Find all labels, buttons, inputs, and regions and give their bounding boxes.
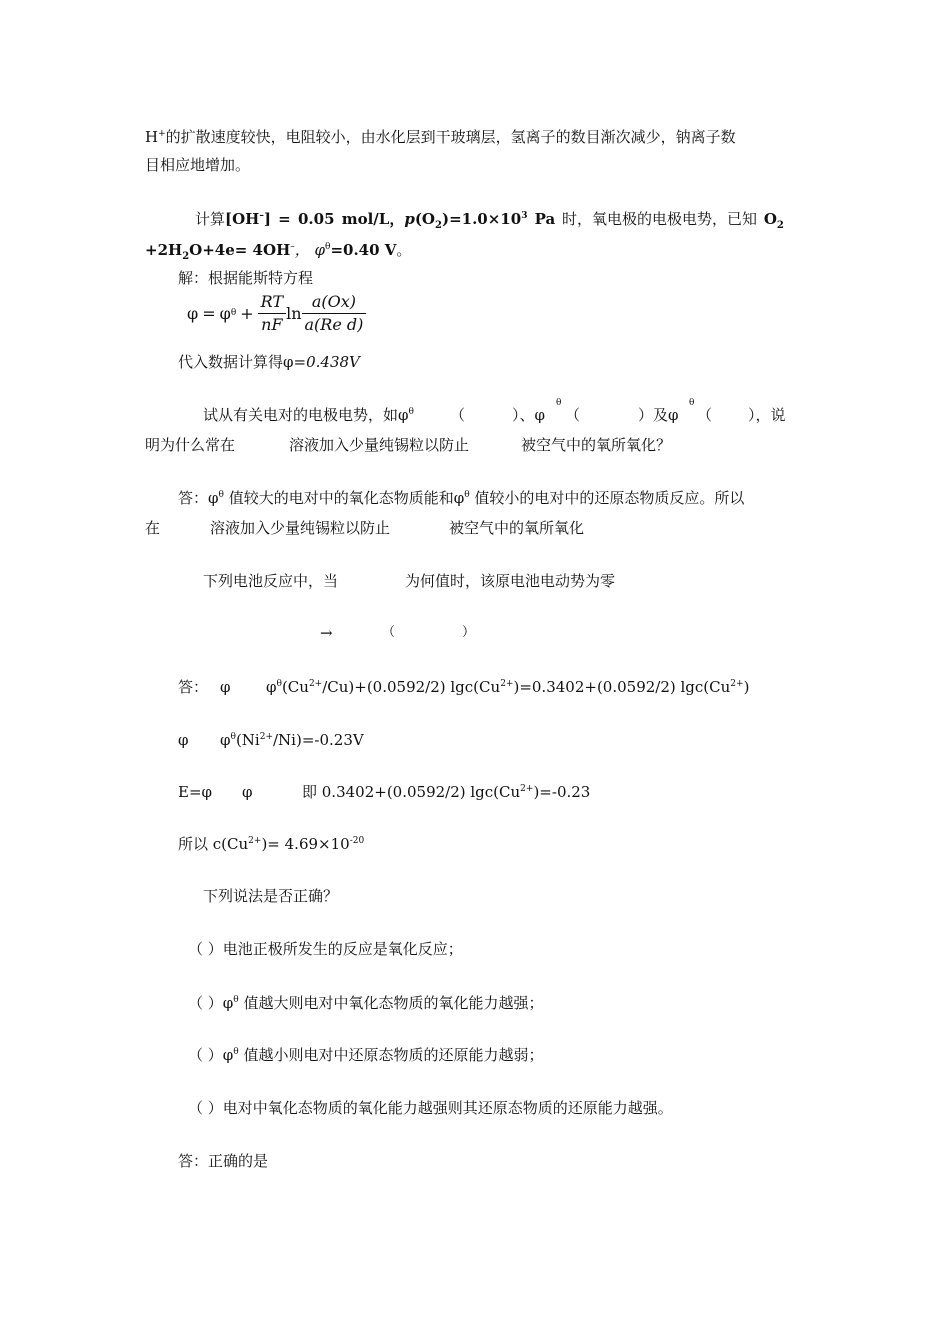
text: （	[697, 406, 713, 424]
text: （ ）电池正极所发生的反应是氧化反应；	[188, 940, 463, 958]
question-line	[195, 209, 784, 229]
superscript: 2+	[248, 836, 262, 846]
text: (Cu	[281, 678, 309, 696]
nernst-equation: φ = φ θ + $\frac{RT}{nF}$ ln $\frac{a(Ox)}{\text{a(Re d)}}$	[187, 288, 366, 338]
text: )	[743, 678, 750, 696]
subscript: 2	[182, 251, 190, 262]
text: ] = 0.05 mol/L，	[263, 210, 405, 228]
text-line	[145, 127, 736, 147]
text: 为何值时，该原电池电动势为零	[405, 572, 616, 590]
text: 。	[396, 241, 412, 259]
superscript: -20	[349, 836, 365, 846]
text: （ ）φ	[188, 1046, 234, 1064]
answer-line	[178, 782, 678, 802]
text: (Ni	[235, 731, 260, 749]
fraction	[258, 291, 286, 336]
text: /Cu)+(0.0592/2) lgc(Cu	[322, 678, 501, 696]
answer-line	[178, 488, 744, 508]
solution-result	[178, 352, 360, 372]
text: φ	[220, 678, 231, 696]
text: )=1.0×10	[441, 210, 522, 228]
superscript: θ	[233, 995, 239, 1005]
reaction-line	[320, 623, 520, 643]
text: 下列说法是否正确？	[203, 887, 339, 905]
answer-line	[178, 834, 364, 854]
text: E=φ	[178, 783, 213, 801]
text: 即 0.3402+(0.0592/2) lgc(Cu	[302, 783, 521, 801]
text: （	[382, 625, 396, 640]
text: φ	[266, 678, 277, 696]
superscript: 2+	[730, 679, 744, 689]
text: O+4e= 4OH	[189, 241, 291, 259]
math-symbol: φ	[219, 303, 231, 323]
superscript: θ	[408, 407, 414, 417]
question-line	[145, 435, 745, 455]
math-symbol: +	[240, 303, 254, 323]
superscript: θ	[230, 732, 236, 742]
text: )=-0.23	[533, 783, 591, 801]
math-symbol: ln	[286, 303, 302, 323]
superscript: θ	[325, 242, 331, 252]
question-intro	[203, 886, 338, 906]
text: /Ni)=-0.23V	[273, 731, 364, 749]
text: [OH	[225, 210, 260, 228]
text: 被空气中的氧所氧化	[449, 519, 585, 537]
text: =0.438V	[293, 353, 360, 371]
text: 答：φ	[178, 489, 219, 507]
text: 值越小则电对中还原态物质的还原能力越弱；	[238, 1046, 544, 1064]
list-item	[188, 1045, 543, 1065]
text: 被空气中的氧所氧化？	[521, 436, 672, 454]
superscript: 2+	[308, 679, 323, 689]
text: 解：根据能斯特方程	[178, 269, 314, 287]
text: 的扩散速度较快，电阻较小，由水化层到干玻璃层，氢离子的数目渐次减少，钠离子数	[165, 128, 736, 146]
text: 溶液加入少量纯锡粒以防止	[210, 519, 391, 537]
text: H	[145, 128, 159, 146]
math-symbol: =	[202, 303, 216, 323]
text: 所以 c(Cu	[178, 835, 249, 853]
math-symbol: φ	[187, 303, 199, 323]
text: φ	[242, 783, 253, 801]
answer-line	[178, 730, 578, 750]
text: Pa	[527, 210, 556, 228]
question-line	[145, 240, 411, 260]
text: 值较大的电对中的氧化态物质能和φ	[223, 489, 465, 507]
text: O	[763, 210, 777, 228]
superscript: θ	[464, 490, 470, 500]
numerator: RT	[258, 291, 286, 314]
text: (O	[414, 210, 435, 228]
text: 时，氧电极的电极电势，已知	[555, 210, 764, 228]
text: 计算	[195, 210, 226, 228]
superscript: θ	[233, 1047, 239, 1057]
numerator: a(Ox)	[302, 291, 367, 314]
superscript: 2+	[520, 784, 534, 794]
superscript: θ	[218, 490, 224, 500]
answer-line	[178, 677, 778, 697]
text: 代入数据计算得φ	[178, 353, 294, 371]
text: +2H	[145, 241, 183, 259]
answer-line	[145, 518, 745, 538]
text: ），说	[748, 406, 786, 424]
text: （	[565, 406, 581, 424]
superscript: 3	[521, 211, 528, 221]
list-item	[188, 1098, 673, 1118]
text: 下列电池反应中，当	[203, 572, 339, 590]
solution-intro	[178, 268, 313, 288]
superscript: θ	[276, 679, 282, 689]
text: （	[450, 406, 466, 424]
text: ）及φ	[638, 406, 679, 424]
text: φ	[178, 731, 189, 749]
superscript: –	[290, 242, 295, 252]
text: =0.40 V	[330, 241, 397, 259]
question-line	[203, 571, 703, 591]
text: 试从有关电对的电极电势，如φ	[203, 406, 409, 424]
text: 在	[145, 519, 161, 537]
subscript: 2	[776, 220, 784, 231]
text: 答：	[178, 678, 209, 696]
text: )=0.3402+(0.0592/2) lgc(Cu	[513, 678, 731, 696]
subscript: 2	[435, 220, 442, 231]
text: ）	[462, 625, 476, 640]
denominator: nF	[261, 314, 283, 334]
text: 明为什么常在	[145, 436, 236, 454]
question-line: 试从有关电对的电极电势，如$\varphi^\theta$ （ ）、φ θ （ ）及φ θ （ ），说	[203, 398, 786, 424]
text: ， φ	[294, 241, 326, 259]
text: 值较小的电对中的还原态物质反应。所以	[469, 489, 745, 507]
text: （ ）电对中氧化态物质的氧化能力越强则其还原态物质的还原能力越强。	[188, 1099, 673, 1117]
text: ）、φ	[512, 406, 546, 424]
text: 答：正确的是	[178, 1152, 269, 1170]
superscript: +	[158, 129, 166, 139]
superscript: –	[259, 211, 264, 221]
arrow-symbol: →	[320, 624, 333, 642]
text: p	[404, 210, 415, 228]
text: 目相应地增加。	[145, 156, 251, 174]
text: （ ）φ	[188, 994, 234, 1012]
text-line	[145, 155, 250, 175]
list-item	[188, 939, 463, 959]
list-item	[188, 993, 543, 1013]
superscript: 2+	[500, 679, 514, 689]
superscript: 2+	[259, 732, 273, 742]
text: φ	[220, 731, 231, 749]
denominator: a(Re d)	[304, 314, 364, 334]
text: 值越大则电对中氧化态物质的氧化能力越强；	[238, 994, 544, 1012]
text: 溶液加入少量纯锡粒以防止	[289, 436, 470, 454]
fraction	[302, 291, 367, 336]
text: )= 4.69×10	[261, 835, 350, 853]
answer-line	[178, 1151, 268, 1171]
